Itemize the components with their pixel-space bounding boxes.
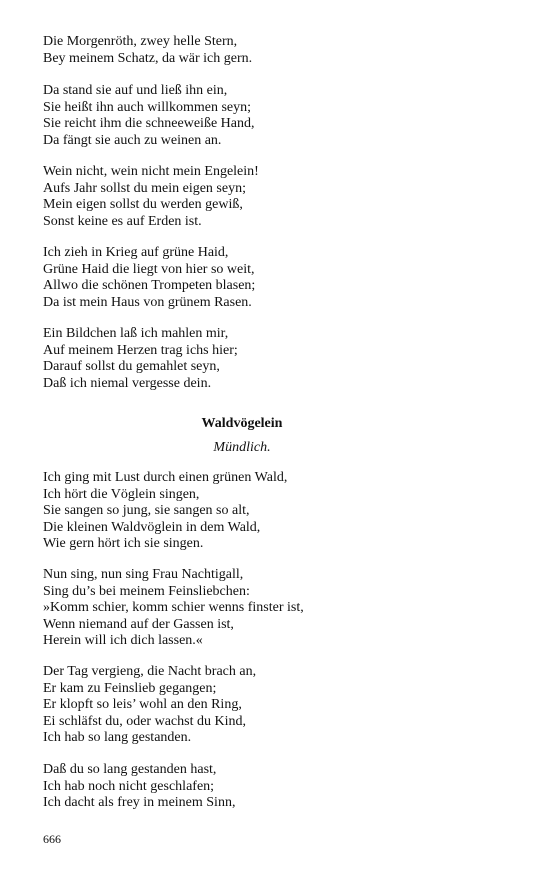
stanza — [43, 83, 523, 149]
verse-line: Ich hab noch nicht geschlafen; — [43, 778, 215, 794]
verse-line: Da stand sie auf und ließ ihn ein, — [43, 83, 228, 98]
verse-line: Ich zieh in Krieg auf grüne Haid, — [43, 245, 229, 260]
verse-line: Wie gern hört ich sie singen. — [43, 536, 204, 551]
verse-line: Da fängt sie auch zu weinen an. — [43, 132, 222, 148]
verse-line: Ei schläfst du, oder wachst du Kind, — [43, 713, 246, 729]
verse-line: Grüne Haid die liegt von hier so weit, — [43, 261, 255, 277]
verse-line: Sie heißt ihn auch willkommen seyn; — [43, 99, 252, 115]
stanza — [43, 245, 523, 311]
poem-title: Waldvögelein — [201, 416, 283, 431]
verse-line: »Komm schier, komm schier wenns finster ist, — [43, 600, 304, 615]
verse-line: Der Tag vergieng, die Nacht brach an, — [43, 664, 257, 679]
verse-line: Darauf sollst du gemahlet seyn, — [43, 359, 220, 374]
verse-line: Ich hört die Vöglein singen, — [43, 486, 200, 502]
verse-line: Sing du’s bei meinem Feinsliebchen: — [43, 583, 250, 599]
verse-line: Ich hab so lang gestanden. — [43, 730, 192, 745]
verse-line: Ich ging mit Lust durch einen grünen Wald, — [43, 470, 288, 485]
verse-line: Ein Bildchen laß ich mahlen mir, — [43, 326, 229, 341]
stanza — [43, 164, 523, 230]
stanza — [43, 762, 523, 812]
verse-line: Aufs Jahr sollst du mein eigen seyn; — [43, 180, 246, 196]
verse-line: Die kleinen Waldvöglein in dem Wald, — [43, 519, 261, 535]
verse-line: Er klopft so leis’ wohl an den Ring, — [43, 697, 242, 712]
verse-line: Wein nicht, wein nicht mein Engelein! — [43, 164, 259, 179]
verse-line: Da ist mein Haus von grünem Rasen. — [43, 294, 252, 310]
verse-line: Herein will ich dich lassen.« — [43, 633, 203, 648]
stanza — [43, 470, 523, 553]
page-number: 666 — [43, 832, 61, 846]
verse-line: Er kam zu Feinslieb gegangen; — [43, 680, 217, 696]
verse-line: Wenn niemand auf der Gassen ist, — [43, 616, 234, 632]
stanza — [43, 567, 523, 650]
verse-line: Auf meinem Herzen trag ichs hier; — [43, 342, 238, 358]
verse-line: Die Morgenröth, zwey helle Stern, — [43, 34, 238, 49]
verse-line: Sie sangen so jung, sie sangen so alt, — [43, 503, 250, 518]
verse-line: Bey meinem Schatz, da wär ich gern. — [43, 50, 253, 66]
verse-line: Mein eigen sollst du werden gewiß, — [43, 197, 243, 212]
verse-line: Daß du so lang gestanden hast, — [43, 762, 217, 777]
verse-line: Sie reicht ihm die schneeweiße Hand, — [43, 116, 255, 131]
stanza — [43, 326, 523, 392]
stanza — [43, 34, 523, 67]
verse-line: Sonst keine es auf Erden ist. — [43, 213, 202, 229]
verse-line: Daß ich niemal vergesse dein. — [43, 375, 212, 391]
verse-line: Ich dacht als frey in meinem Sinn, — [43, 795, 236, 810]
verse-line: Allwo die schönen Trompeten blasen; — [43, 278, 256, 293]
verse-line: Nun sing, nun sing Frau Nachtigall, — [43, 567, 244, 582]
stanza — [43, 664, 523, 747]
poem-subtitle: Mündlich. — [213, 440, 271, 455]
